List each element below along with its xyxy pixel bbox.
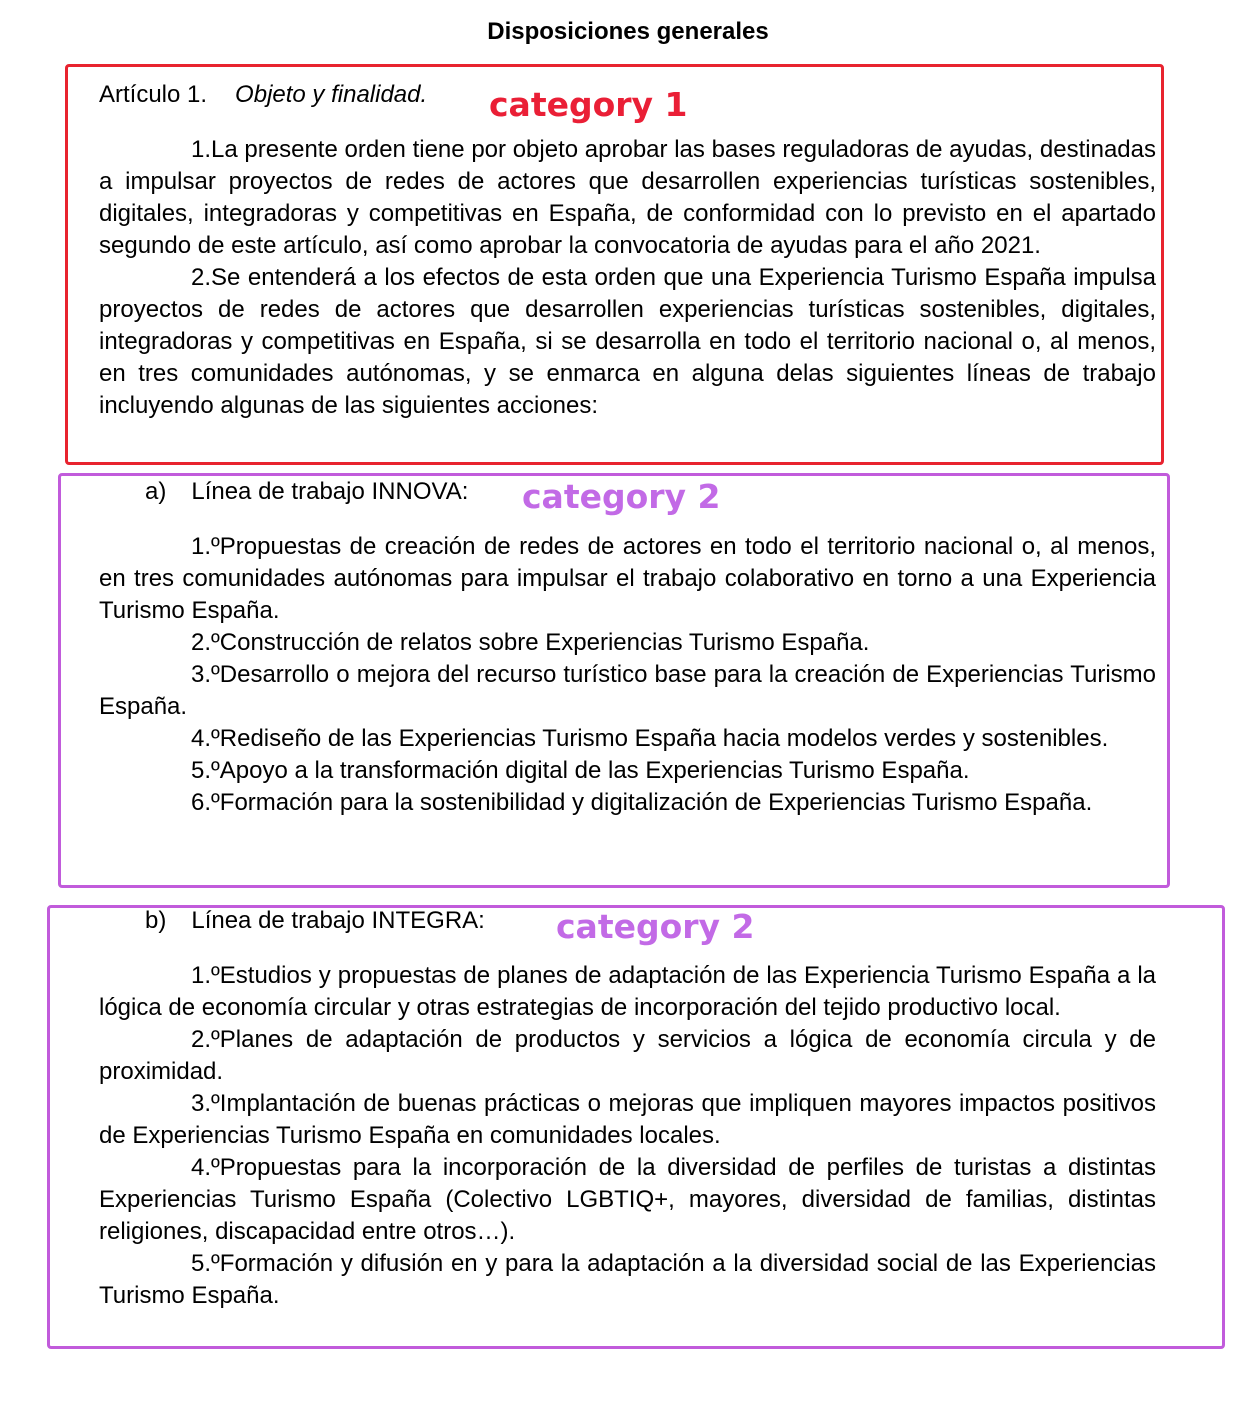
list-item: 5.ºApoyo a la transformación digital de las Experiencias Turismo España.	[191, 757, 970, 784]
list-item: 1.ºPropuestas de creación de redes de actores en todo el territorio nacional o, al menos, en tres comunidades autónomas para impulsar el trabajo colaborativo en torno a una Experiencia Turismo España.	[99, 533, 1156, 624]
article-label: Artículo 1.	[99, 81, 208, 108]
annotation-label-category-2-innova: category 2	[522, 477, 721, 516]
list-item: 2.ºPlanes de adaptación de productos y servicios a lógica de economía circula y de proximidad.	[99, 1026, 1156, 1085]
list-item: 6.ºFormación para la sostenibilidad y digitalización de Experiencias Turismo España.	[191, 789, 1093, 816]
section-b-items	[99, 960, 1156, 1312]
section-b-heading	[145, 905, 485, 937]
annotation-label-category-1: category 1	[489, 85, 688, 124]
article-heading	[99, 79, 427, 111]
list-item: 3.ºImplantación de buenas prácticas o mejoras que impliquen mayores impactos positivos de Experiencias Turismo España en comunidades locales.	[99, 1090, 1156, 1149]
annotation-label-category-2-integra: category 2	[556, 907, 755, 946]
paragraph-number: 1.	[191, 136, 212, 163]
list-item: 4.ºPropuestas para la incorporación de la diversidad de perfiles de turistas a distintas Experiencias Turismo España (Colectivo LGBTIQ+, mayores, diversidad de familias, distintas religiones, discapacidad entre otros…).	[99, 1154, 1156, 1245]
paragraph-number: 2.	[191, 264, 212, 291]
section-a-label: a)	[145, 478, 167, 505]
section-a-title: Línea de trabajo INNOVA:	[191, 478, 469, 505]
article-title: Objeto y finalidad.	[235, 81, 428, 108]
article-body	[99, 134, 1156, 422]
article-paragraph: 2.Se entenderá a los efectos de esta orden que una Experiencia Turismo España impulsa proyectos de redes de actores que desarrollen experiencias turísticas sostenibles, digitales, integradoras y competitivas en España, si se desarrolla en todo el territorio nacional o, al menos, en tres comunidades autónomas, y se enmarca en alguna delas siguientes líneas de trabajo incluyendo algunas de las siguientes acciones:	[99, 264, 1156, 419]
list-item: 2.ºConstrucción de relatos sobre Experiencias Turismo España.	[191, 629, 870, 656]
section-heading: Disposiciones generales	[487, 18, 769, 45]
section-a-heading	[145, 476, 468, 508]
list-item: 3.ºDesarrollo o mejora del recurso turístico base para la creación de Experiencias Turismo España.	[99, 661, 1156, 720]
list-item: 4.ºRediseño de las Experiencias Turismo España hacia modelos verdes y sostenibles.	[191, 725, 1109, 752]
article-paragraph: 1.La presente orden tiene por objeto aprobar las bases reguladoras de ayudas, destinadas a impulsar proyectos de redes de actores que desarrollen experiencias turísticas sostenibles, digitales, integradoras y competitivas en España, de conformidad con lo previsto en el apartado segundo de este artículo, así como aprobar la convocatoria de ayudas para el año 2021.	[99, 136, 1156, 259]
list-item: 1.ºEstudios y propuestas de planes de adaptación de las Experiencia Turismo España a la lógica de economía circular y otras estrategias de incorporación del tejido productivo local.	[99, 962, 1156, 1021]
section-a-items	[99, 531, 1156, 819]
list-item: 5.ºFormación y difusión en y para la adaptación a la diversidad social de las Experiencias Turismo España.	[99, 1250, 1156, 1309]
section-b-title: Línea de trabajo INTEGRA:	[191, 907, 485, 934]
section-b-label: b)	[145, 907, 167, 934]
